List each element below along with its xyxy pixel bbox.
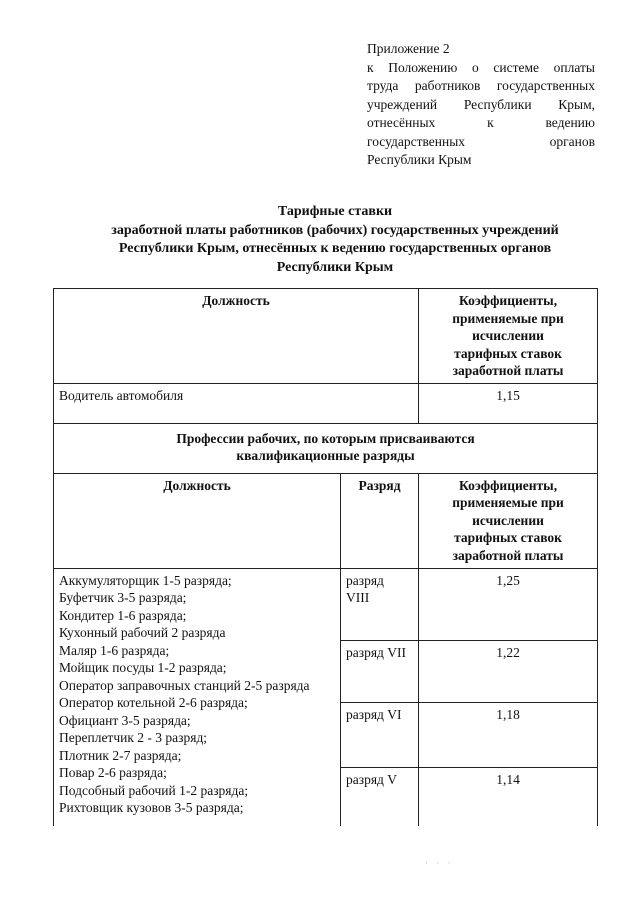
grade-header-label: Разряд: [358, 477, 401, 493]
coefficient-value: 1,14: [496, 771, 520, 787]
coefficient-cell: [419, 702, 598, 767]
grade-line: разряд: [346, 572, 384, 588]
coefficient-cell: [419, 383, 598, 423]
table1-header-row: [54, 289, 598, 384]
list-item: Переплетчик 2 - 3 разряд;: [59, 730, 208, 745]
coef-header-line: исчислении: [472, 512, 544, 528]
coefficient-cell: [419, 568, 598, 640]
document-title: [60, 203, 610, 277]
list-item: Мойщик посуды 1-2 разряда;: [59, 660, 227, 675]
grade-cell: [341, 640, 419, 702]
coef-header-line: Коэффициенты,: [458, 293, 558, 308]
coefficient-cell: [419, 640, 598, 702]
grade-header: [341, 473, 419, 568]
appendix-line: учреждений Республики Крым,: [367, 96, 595, 112]
list-item: Подсобный рабочий 1-2 разряда;: [59, 782, 249, 798]
coef-header-line: заработной платы: [452, 363, 564, 378]
title-line: Республики Крым: [276, 259, 394, 275]
list-item: Оператор котельной 2-6 разряда;: [59, 695, 248, 710]
grade-cell: [341, 767, 419, 826]
appendix-line: к Положению о системе оплаты: [367, 59, 595, 75]
coef-header-line: заработной платы: [452, 547, 564, 563]
list-item: Повар 2-6 разряда;: [59, 765, 167, 780]
driver-position-cell: [54, 383, 419, 423]
title-line: заработной платы работников (рабочих) государственных учреждений: [111, 222, 559, 238]
coefficient-value: 1,15: [496, 387, 520, 403]
appendix-line: труда работников государственных: [367, 78, 595, 93]
grade-line: разряд V: [346, 771, 398, 787]
coefficient-value: 1,25: [496, 572, 520, 588]
position-header-label: Должность: [163, 477, 231, 493]
table-row: [54, 568, 598, 640]
appendix-title: Приложение 2: [367, 41, 450, 56]
scan-artifact: · · ·: [425, 858, 454, 868]
table-row: [54, 383, 598, 423]
coefficient-header: [419, 289, 598, 384]
grade-line: разряд VII: [346, 644, 407, 660]
section-title-line: Профессии рабочих, по которым присваиваются: [176, 430, 475, 446]
grade-line: VIII: [346, 590, 370, 605]
list-item: Буфетчик 3-5 разряда;: [59, 590, 187, 605]
tariff-table: [53, 288, 598, 826]
list-item: Оператор заправочных станций 2-5 разряда: [59, 677, 310, 693]
coef-header-line: применяемые при: [452, 495, 564, 510]
coef-header-line: исчислении: [472, 328, 544, 343]
list-item: Рихтовщик кузовов 3-5 разряда;: [59, 800, 244, 815]
list-item: Кухонный рабочий 2 разряда: [59, 625, 226, 640]
section-row: [54, 423, 598, 473]
appendix-line: отнесённых к ведению: [367, 115, 595, 130]
coef-header-line: тарифных ставок: [454, 345, 562, 361]
title-line: Республики Крым, отнесённых к ведению государственных органов: [118, 241, 552, 256]
appendix-block: [367, 40, 595, 170]
list-item: Кондитер 1-6 разряда;: [59, 607, 187, 623]
section-title-line: квалификационные разряды: [236, 448, 415, 463]
coefficient-cell: [419, 767, 598, 826]
profession-list-cell: [54, 568, 341, 826]
grade-line: разряд VI: [346, 706, 402, 722]
coefficient-value: 1,18: [496, 706, 520, 722]
grade-cell: [341, 702, 419, 767]
section-title: [54, 423, 598, 473]
list-item: Аккумуляторщик 1-5 разряда;: [59, 572, 232, 588]
grade-cell: [341, 568, 419, 640]
table2-header-row: [54, 473, 598, 568]
coef-header-line: применяемые при: [452, 310, 564, 326]
list-item: Маляр 1-6 разряда;: [59, 642, 170, 658]
title-line: Тарифные ставки: [277, 204, 393, 219]
coefficient-header: [419, 473, 598, 568]
coef-header-line: тарифных ставок: [454, 530, 562, 545]
list-item: Плотник 2-7 разряда;: [59, 747, 182, 763]
appendix-line: Республики Крым: [367, 152, 472, 167]
position-header: [54, 473, 341, 568]
appendix-line: государственных органов: [367, 133, 595, 149]
position-header: [54, 289, 419, 384]
coefficient-value: 1,22: [496, 644, 520, 660]
position-header-label: Должность: [202, 293, 270, 308]
position-text: Водитель автомобиля: [59, 387, 184, 403]
coef-header-line: Коэффициенты,: [458, 477, 558, 493]
list-item: Официант 3-5 разряда;: [59, 712, 191, 728]
